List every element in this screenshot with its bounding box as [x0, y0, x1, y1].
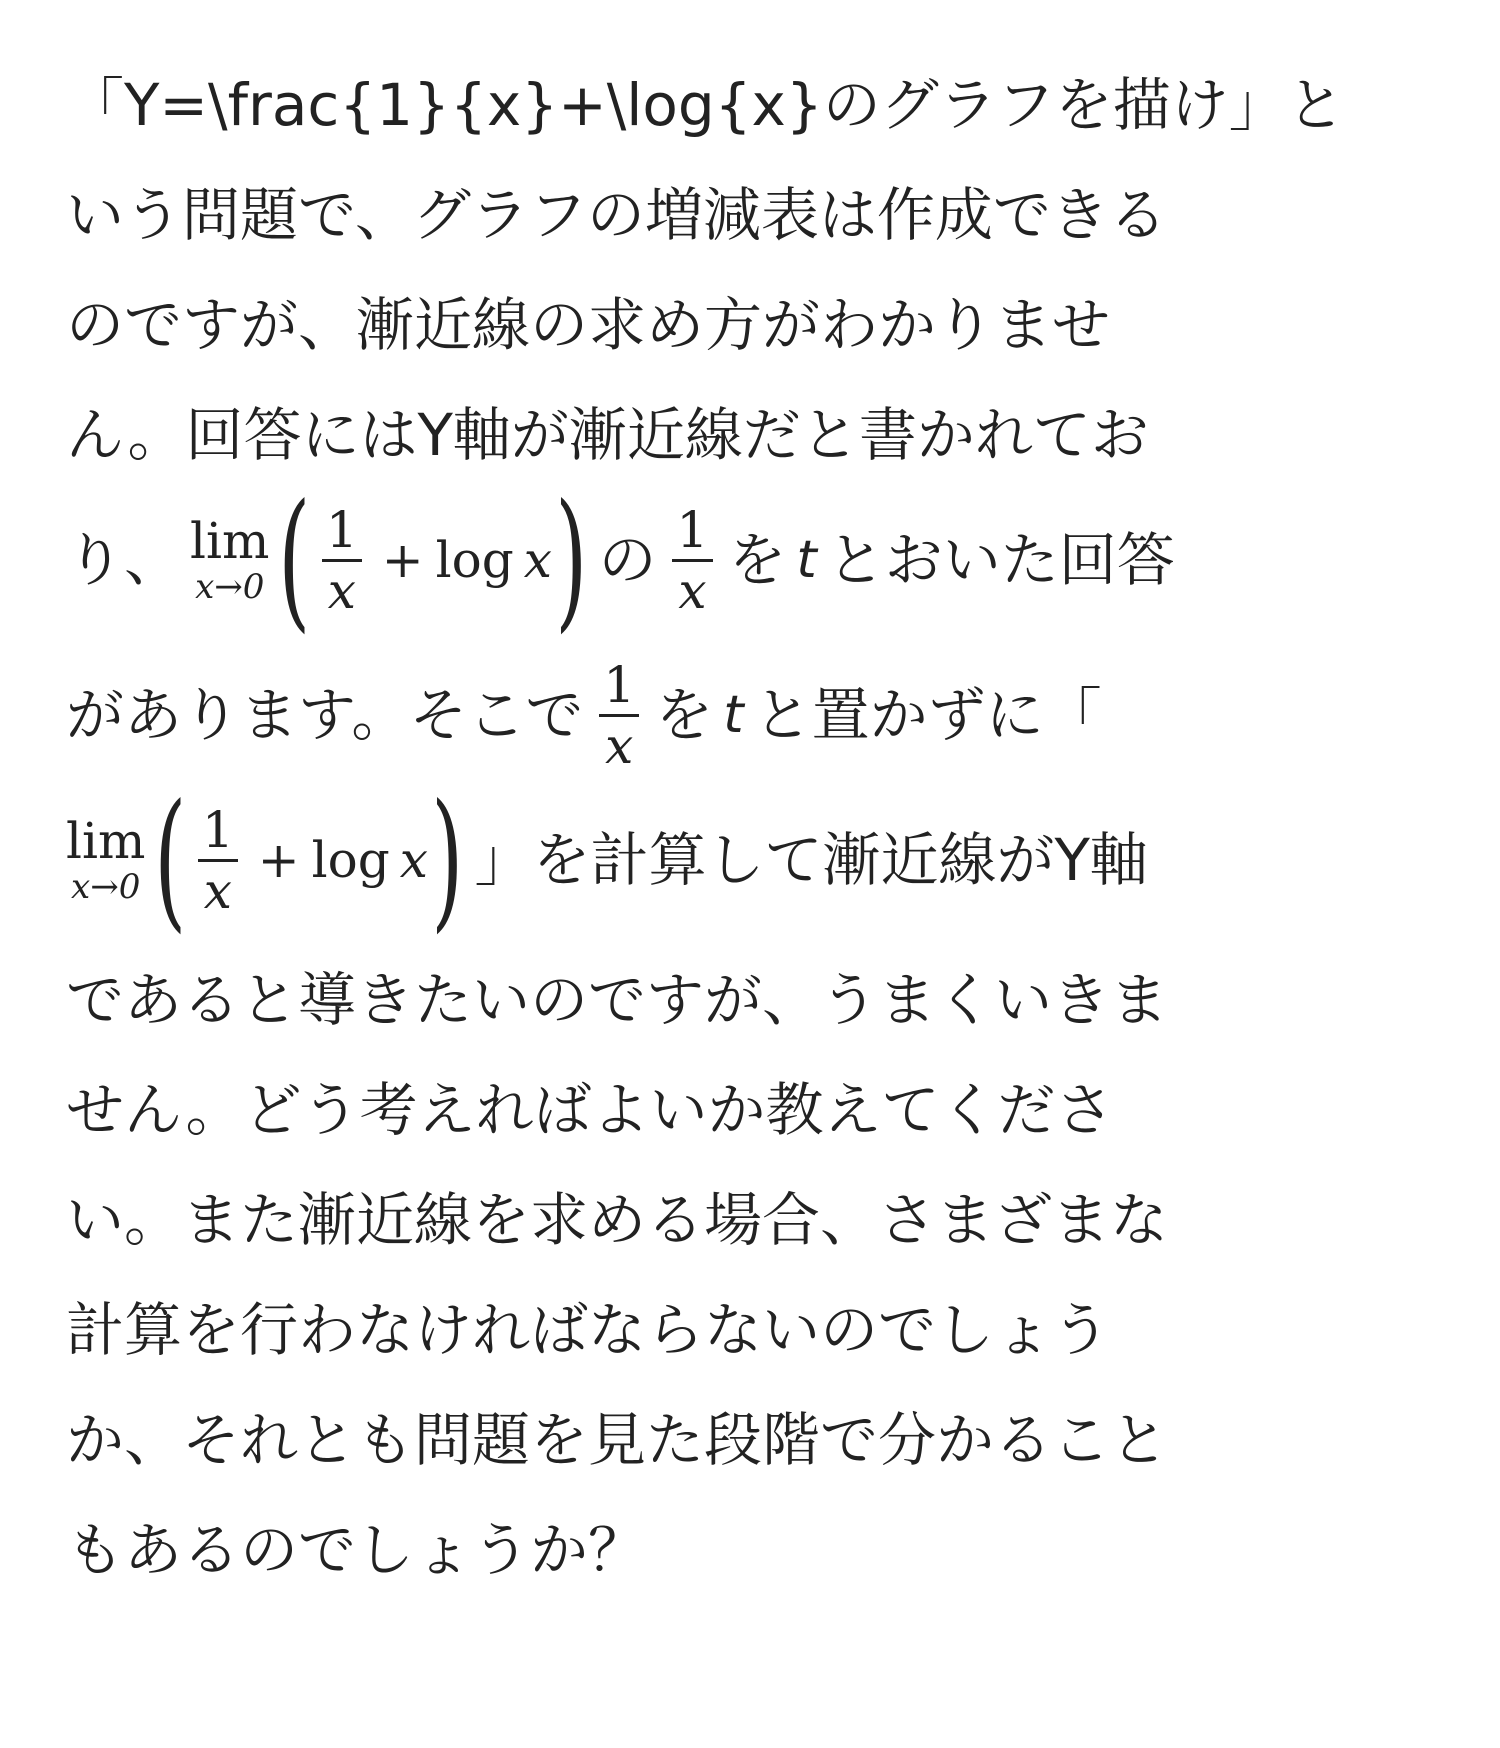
fraction-numerator: 1 [603, 655, 636, 714]
text-segment: か、それとも問題を見た段階で分かること [66, 1406, 1169, 1474]
fraction-expression [591, 655, 647, 775]
text-segment: を [728, 526, 787, 594]
text-segment: があります。そこで [66, 681, 584, 749]
text-segment: 計算を行わなければならないのでしょう [66, 1296, 1111, 1364]
text-line-11 [66, 1275, 1110, 1385]
plus-sign: + [257, 831, 300, 889]
fraction-denominator: x [599, 714, 639, 771]
text-segment: のですが、漸近線の求め方がわかりませ [66, 291, 1111, 359]
text-line-13 [66, 1495, 646, 1605]
text-segment: の [598, 526, 657, 594]
text-line-2 [66, 160, 1167, 270]
right-paren: ) [431, 773, 464, 947]
text-line-7 [66, 773, 1148, 947]
fraction-numerator: 1 [325, 500, 358, 559]
text-segment: 「Y=\frac{1}{x}+\log{x}のグラフを描け」と [66, 71, 1345, 139]
left-paren: ( [154, 773, 187, 947]
text-segment: もあるのでしょうか？ [66, 1516, 647, 1584]
text-segment: い。また漸近線を求める場合、さまざまな [66, 1186, 1169, 1254]
text-segment: り、 [66, 526, 183, 594]
left-paren: ( [278, 473, 311, 647]
log-function: log [311, 831, 390, 889]
text-line-5 [66, 473, 1175, 647]
fraction-numerator: 1 [201, 800, 234, 859]
limit-expression [66, 773, 467, 947]
log-function: log [435, 531, 514, 589]
text-segment: せん。どう考えればよいか教えてくださ [66, 1076, 1114, 1144]
text-segment: 」を計算して漸近線がY軸 [474, 826, 1148, 894]
variable-t: t [723, 685, 744, 745]
text-segment: と置かずに「 [753, 681, 1102, 749]
right-paren: ) [555, 473, 588, 647]
fraction-denominator: x [198, 859, 238, 916]
text-segment: ん。回答にはY軸が漸近線だと書かれてお [66, 401, 1149, 469]
limit-expression [190, 473, 591, 647]
text-line-12 [66, 1385, 1168, 1495]
fraction [320, 500, 364, 620]
fraction-expression [665, 500, 721, 620]
fraction-numerator: 1 [676, 500, 709, 559]
fraction-denominator: x [322, 559, 362, 616]
text-line-3 [66, 270, 1110, 380]
text-line-10 [66, 1165, 1168, 1275]
fraction [671, 500, 715, 620]
text-segment: とおいた回答 [826, 526, 1175, 594]
fraction-denominator: x [672, 559, 712, 616]
text-line-1 [66, 50, 1345, 160]
limit-operator [66, 812, 146, 907]
text-line-9 [66, 1055, 1113, 1165]
text-line-6 [66, 650, 1102, 780]
fraction [196, 800, 240, 920]
limit-operator [190, 512, 270, 607]
fraction [597, 655, 641, 775]
text-line-8 [66, 945, 1168, 1055]
lim-subscript: x→0 [71, 867, 141, 907]
lim-subscript: x→0 [195, 567, 265, 607]
text-segment: であると導きたいのですが、うまくいきま [66, 966, 1169, 1034]
variable-x: x [399, 831, 428, 889]
lim-word: lim [66, 812, 146, 870]
text-segment: いう問題で、グラフの増減表は作成できる [66, 181, 1167, 249]
text-line-4 [66, 380, 1149, 490]
variable-x: x [523, 531, 552, 589]
variable-t: t [796, 530, 817, 590]
plus-sign: + [381, 531, 424, 589]
text-segment: を [655, 681, 714, 749]
lim-word: lim [190, 512, 270, 570]
